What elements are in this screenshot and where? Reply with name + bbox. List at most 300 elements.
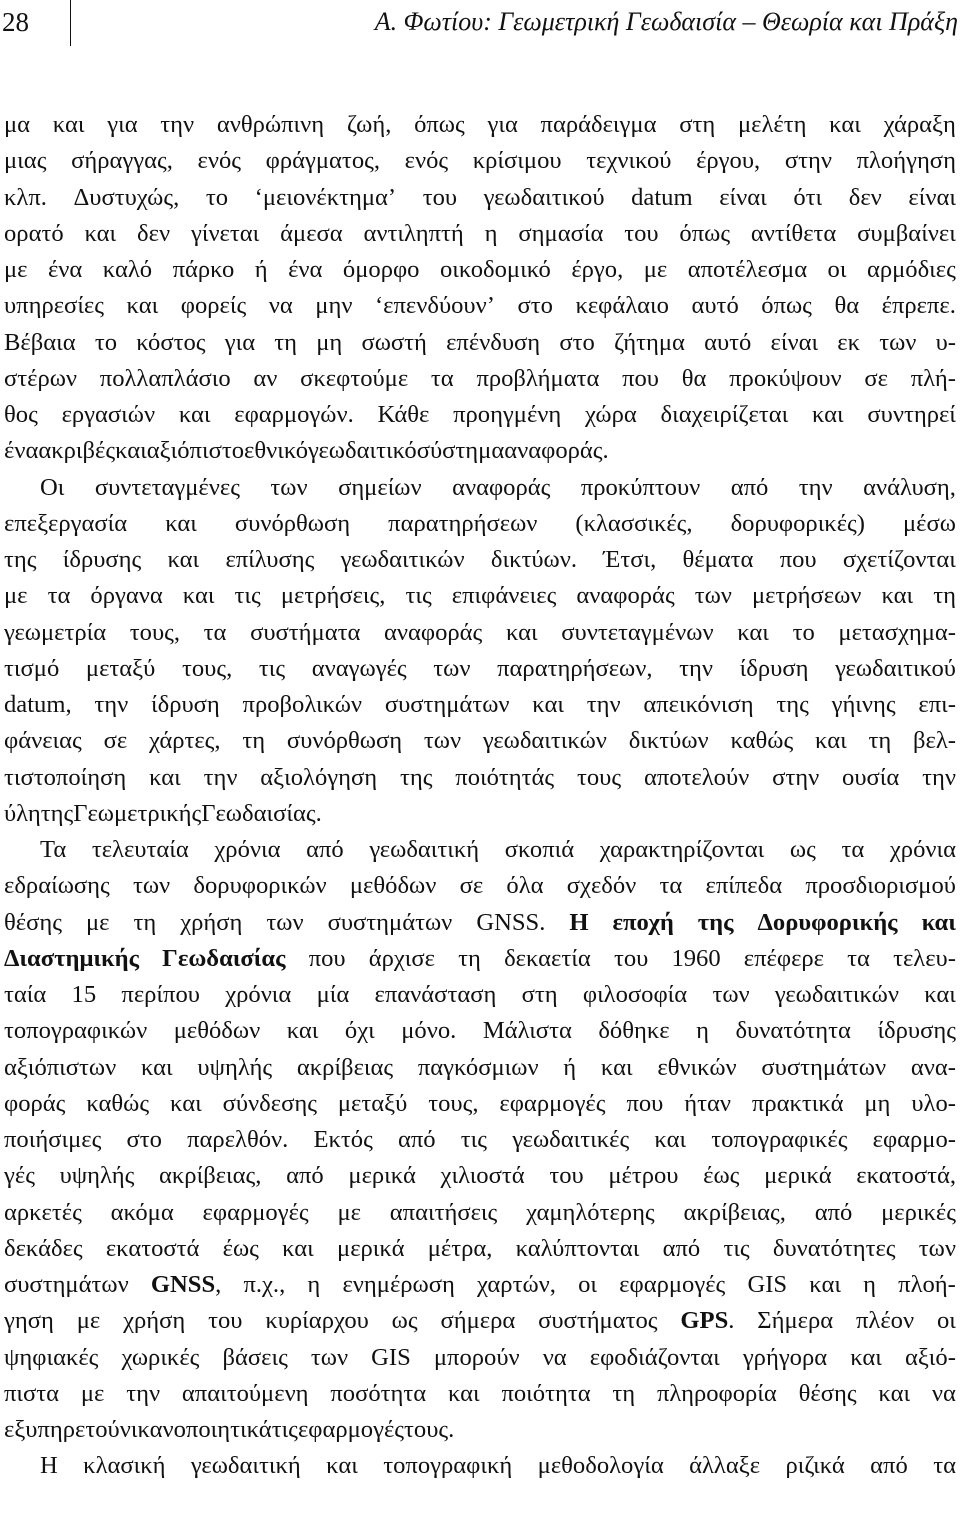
word: ίδρυση	[739, 654, 809, 682]
word: Γεωδαισίας	[162, 944, 286, 972]
word: που	[308, 944, 346, 972]
word: του	[624, 219, 659, 247]
word: οι	[578, 1271, 597, 1298]
word: ικανοποιητικά	[130, 1416, 272, 1443]
word: πολλαπλάσιο	[99, 364, 231, 392]
word: του	[422, 183, 458, 211]
word: όπως	[414, 111, 465, 138]
word: συνόρθωση	[234, 509, 351, 537]
word: του	[613, 944, 649, 972]
word: συστήματος	[538, 1307, 658, 1335]
word: στη	[679, 111, 716, 138]
word: χώρα	[585, 401, 637, 428]
word: υ-	[935, 328, 956, 356]
word: αξιόπιστων	[4, 1053, 117, 1081]
word: ή	[254, 256, 268, 283]
word: της	[399, 763, 433, 791]
word: που	[626, 1089, 664, 1117]
word: ίδρυσης	[877, 1017, 956, 1045]
word: Τα	[40, 836, 67, 863]
word: συντεταγμένες	[94, 473, 240, 501]
word: και	[140, 1053, 173, 1081]
word: θέματα	[682, 546, 754, 573]
word: συμβαίνει	[857, 219, 956, 247]
body-line	[4, 433, 956, 469]
word: τις	[258, 654, 286, 682]
word: και	[282, 1234, 314, 1262]
word: δικτύων	[628, 727, 709, 755]
word: datum,	[4, 691, 72, 718]
word: τελευταία	[91, 836, 189, 863]
body-line	[4, 723, 956, 759]
word: είναι	[719, 183, 767, 211]
word: συνόρθωση	[286, 727, 403, 755]
word: ‘μειονέκτημα’	[254, 183, 397, 211]
word: γεωδαιτικών	[340, 546, 465, 573]
word: Η	[40, 1452, 58, 1480]
word: 15	[71, 981, 97, 1008]
word: να	[542, 1343, 567, 1371]
body-line	[4, 1122, 956, 1158]
word: χαρτών,	[477, 1271, 556, 1298]
word: δορυφορικών	[193, 872, 327, 900]
word: φιλοσοφία	[582, 981, 688, 1008]
word: υλο-	[911, 1089, 956, 1117]
word: μιας	[4, 147, 47, 175]
word: εθνικό	[244, 437, 309, 465]
word: η	[863, 1271, 876, 1298]
word: και	[809, 1271, 841, 1298]
word: χρόνια	[225, 981, 292, 1008]
word: δικτύων.	[490, 546, 577, 573]
word: π.χ.,	[243, 1271, 286, 1298]
word: τα	[847, 944, 870, 972]
word: τα	[659, 872, 683, 900]
word: ίδρυσης	[62, 546, 142, 573]
word: πάρκο	[172, 256, 235, 283]
word: Διαστημικής	[4, 944, 140, 972]
word: επίλυσης	[225, 546, 315, 573]
word: της	[40, 799, 74, 827]
word: προβολικών	[242, 691, 363, 718]
word: θος	[4, 401, 38, 428]
word: άμεσα	[280, 219, 343, 247]
word: εθνικών	[657, 1053, 737, 1081]
word: υπηρεσίες	[4, 292, 104, 320]
word: γεωδαιτικού	[483, 183, 605, 211]
word: Δυστυχώς,	[73, 183, 180, 211]
word: τοπογραφικές	[711, 1126, 848, 1153]
word: αποτέλεσμα	[687, 256, 808, 283]
word: και	[326, 1452, 358, 1480]
word: την	[798, 473, 833, 501]
word: των	[270, 473, 308, 501]
word: τις	[460, 1126, 488, 1153]
word: επέφερε	[743, 944, 824, 972]
body-text	[4, 107, 956, 1485]
word: και	[811, 401, 844, 428]
word: των	[879, 328, 917, 356]
body-line	[4, 506, 956, 542]
word: μα	[4, 111, 31, 138]
word: ως	[391, 1307, 418, 1335]
word: παράδειγμα	[540, 111, 657, 138]
word: εποχή	[612, 908, 674, 936]
word: Σήμερα	[757, 1307, 834, 1335]
word: όπως	[679, 219, 731, 247]
page-number: 28	[2, 7, 29, 37]
word: την	[922, 763, 956, 791]
word: ανθρώπινη	[216, 111, 325, 138]
word: φοράς	[4, 1089, 66, 1117]
word: μέτρου	[608, 1162, 679, 1190]
word: έπρεπε.	[881, 292, 956, 320]
word: μερικές	[881, 1198, 956, 1226]
word: πλοή-	[898, 1271, 956, 1298]
word: μην	[315, 292, 353, 320]
word: τους.	[404, 1416, 455, 1443]
word: φορείς	[180, 292, 247, 320]
word: τεχνικού	[586, 147, 672, 175]
word: σχετίζονται	[842, 546, 956, 573]
word: συστήματα	[250, 618, 361, 646]
word: γές	[4, 1162, 35, 1190]
word: και	[149, 763, 181, 791]
word: όπως	[761, 292, 812, 320]
word: μπορούν	[433, 1343, 520, 1371]
word: εφαρμογές	[619, 1271, 726, 1298]
word: δεκαετία	[504, 944, 591, 972]
body-line	[4, 1340, 956, 1376]
word: και	[286, 1017, 319, 1045]
word: δόθηκε	[598, 1017, 670, 1045]
word: είναι	[908, 183, 956, 211]
word: γεωδαιτικό	[308, 437, 417, 465]
body-line	[4, 542, 956, 578]
word: και	[921, 908, 956, 936]
word: προβλήματα	[476, 364, 600, 392]
word: επένδυση	[446, 328, 541, 356]
word: το	[205, 183, 229, 211]
word: στο	[126, 1126, 162, 1153]
word: εφαρμο-	[872, 1126, 956, 1153]
body-line	[4, 180, 956, 216]
word: τη	[612, 1379, 636, 1407]
word: του	[549, 1162, 584, 1190]
word: βελ-	[913, 727, 956, 755]
word: όμορφο	[342, 256, 420, 283]
word: είναι	[770, 328, 819, 356]
word: αξιόπιστο	[146, 437, 245, 465]
word: ίδρυση	[151, 691, 220, 718]
word: καθώς	[730, 727, 794, 755]
word: και	[654, 1126, 687, 1153]
word: μη	[316, 328, 343, 356]
word: και	[878, 1379, 911, 1407]
word: από	[730, 473, 769, 501]
word: αναφοράς	[576, 582, 675, 610]
word: και	[850, 1343, 882, 1371]
word: ποιότητα	[501, 1379, 591, 1407]
word: από	[662, 1234, 701, 1262]
word: γεωδαιτική	[190, 1452, 301, 1480]
word: φάνειας	[4, 727, 82, 755]
word: ορατό	[4, 219, 64, 247]
word: την	[586, 691, 621, 718]
word: σύνδεσης	[222, 1089, 317, 1117]
word: ενός	[197, 147, 241, 175]
word: Γεωμετρικής	[73, 799, 202, 827]
word: να	[931, 1379, 956, 1407]
word: έργου,	[696, 147, 761, 175]
word: της	[776, 691, 809, 718]
word: ήταν	[684, 1089, 731, 1117]
word: απεικόνιση	[643, 691, 754, 718]
word: τις	[405, 582, 432, 610]
word: χάραξη	[883, 111, 956, 138]
word: στο	[517, 292, 553, 320]
word: GNSS.	[476, 908, 546, 936]
word: την	[94, 691, 129, 718]
word: τα	[203, 618, 227, 646]
word: επι-	[918, 691, 956, 718]
word: προκύψουν	[729, 364, 842, 392]
body-line	[4, 470, 956, 506]
word: και	[167, 546, 200, 573]
word: μεθοδολογία	[537, 1452, 664, 1480]
word: ταία	[4, 981, 47, 1008]
word: παρατηρήσεων	[388, 509, 538, 537]
word: επιφάνειες	[451, 582, 557, 610]
word: GPS.	[680, 1307, 735, 1335]
word: για	[107, 111, 138, 138]
word: παρελθόν.	[187, 1126, 289, 1153]
word: Βέβαια	[4, 328, 76, 356]
word: υψηλής	[197, 1053, 273, 1081]
word: έως	[222, 1234, 259, 1262]
word: και	[182, 582, 215, 610]
body-line	[4, 216, 956, 252]
word: ακριβές	[38, 437, 116, 465]
word: Κάθε	[377, 401, 430, 428]
word: αρμόδιες	[866, 256, 956, 283]
word: τη	[274, 328, 298, 356]
word: και	[924, 981, 956, 1008]
word: επεξεργασία	[4, 509, 128, 537]
body-line	[4, 615, 956, 651]
word: ζωή,	[346, 111, 392, 138]
body-line	[4, 1448, 956, 1484]
word: την	[203, 763, 238, 791]
word: αναφοράς.	[504, 437, 609, 465]
body-line	[4, 977, 956, 1013]
body-line	[4, 107, 956, 143]
word: ένα	[4, 437, 39, 465]
word: σε	[103, 727, 128, 755]
word: ακόμα	[110, 1198, 174, 1226]
word: των	[423, 727, 462, 755]
word: το	[94, 328, 118, 356]
word: οικοδομικό	[439, 256, 551, 283]
word: σε	[864, 364, 888, 392]
word: εδραίωσης	[4, 872, 110, 900]
word: και	[737, 618, 769, 646]
body-line	[4, 796, 956, 832]
word: βάσεις	[222, 1343, 288, 1371]
word: χρόνια	[889, 836, 956, 863]
word: από	[286, 1162, 324, 1190]
word: Δορυφορικής	[757, 908, 898, 936]
word: άλλαξε	[689, 1452, 761, 1480]
word: ή	[563, 1053, 577, 1081]
word: και	[52, 111, 85, 138]
word: πρακτικά	[751, 1089, 844, 1117]
word: μεθόδων	[349, 872, 437, 900]
word: την	[160, 111, 195, 138]
word: των	[712, 981, 750, 1008]
word: και	[126, 292, 159, 320]
word: γεωδαιτική	[369, 836, 480, 863]
word: μέτρα,	[427, 1234, 493, 1262]
word: η	[484, 219, 498, 247]
word: προσδιορισμού	[805, 872, 956, 900]
word: χαμηλότερης	[526, 1198, 655, 1226]
body-line	[4, 1086, 956, 1122]
word: θα	[834, 292, 860, 320]
word: μετρήσεις,	[280, 582, 386, 610]
word: σημασία	[518, 219, 604, 247]
word: τη	[242, 727, 266, 755]
body-line	[4, 288, 956, 324]
word: χρήση	[180, 908, 243, 936]
word: και	[165, 509, 197, 537]
word: και	[115, 437, 147, 465]
word: τοπογραφικών	[4, 1017, 148, 1045]
word: οι	[936, 1307, 956, 1335]
word: ένα	[47, 256, 83, 283]
word: αυτό	[691, 292, 739, 320]
word: δεκάδες	[4, 1234, 83, 1262]
word: μετασχημα-	[838, 618, 956, 646]
word: με	[337, 1198, 361, 1226]
word: απαιτήσεις	[389, 1198, 498, 1226]
word: επανάσταση	[374, 981, 497, 1008]
word: προηγμένη	[453, 401, 562, 428]
word: παγκόσμιων	[417, 1053, 539, 1081]
word: ακρίβειας	[296, 1053, 394, 1081]
word: πλοήγηση	[856, 147, 956, 175]
word: πληροφορία	[656, 1379, 777, 1407]
word: ύλη	[4, 799, 41, 827]
body-line	[4, 325, 956, 361]
word: γίνεται	[190, 219, 260, 247]
word: η	[696, 1017, 709, 1045]
word: καλύπτονται	[515, 1234, 640, 1262]
word: τισμό	[4, 654, 60, 682]
word: εφοδιάζονται	[589, 1343, 720, 1371]
word: Εκτός	[313, 1126, 373, 1153]
word: ενημέρωση	[342, 1271, 455, 1298]
word: εκατοστά	[105, 1234, 200, 1262]
word: ριζικά	[785, 1452, 845, 1480]
word: κεφάλαιο	[575, 292, 669, 320]
word: όχι	[344, 1017, 375, 1045]
word: μερικά	[348, 1162, 416, 1190]
word: θέσης	[4, 908, 62, 936]
word: μη	[864, 1089, 891, 1117]
word: μεθόδων	[173, 1017, 261, 1045]
word: ποιότητάς	[455, 763, 555, 791]
word: ενός	[404, 147, 449, 175]
word: τα	[47, 582, 71, 610]
word: αν	[253, 364, 278, 392]
word: ένα	[288, 256, 323, 283]
word: στέρων	[4, 364, 78, 392]
body-line	[4, 832, 956, 868]
word: θα	[681, 364, 707, 392]
body-line	[4, 1050, 956, 1086]
word: συντηρεί	[867, 401, 956, 428]
word: μόνο.	[401, 1017, 457, 1045]
word: της	[697, 908, 734, 936]
body-line	[4, 905, 956, 941]
word: και	[600, 1053, 633, 1081]
word: της	[4, 546, 37, 573]
word: πλέον	[856, 1307, 915, 1335]
word: μία	[316, 981, 350, 1008]
word: με	[76, 1307, 101, 1335]
word: σημείων	[338, 473, 422, 501]
body-line	[4, 1267, 956, 1303]
word: ανα-	[910, 1053, 956, 1081]
word: των	[310, 1343, 349, 1371]
word: έργο,	[571, 256, 624, 283]
word: των	[694, 582, 732, 610]
word: Μάλιστα	[482, 1017, 572, 1045]
word: υψηλής	[59, 1162, 135, 1190]
word: χαρακτηρίζονται	[599, 836, 765, 863]
word: όλα	[506, 872, 544, 900]
word: τους,	[428, 1089, 479, 1117]
word: τα	[430, 364, 454, 392]
word: σε	[459, 872, 484, 900]
word: τη	[868, 727, 892, 755]
word: τις	[723, 1234, 750, 1262]
word: και	[881, 582, 914, 610]
body-line	[4, 760, 956, 796]
word: ανάλυση,	[863, 473, 956, 501]
word: στο	[559, 328, 595, 356]
word: ζήτημα	[614, 328, 685, 356]
header-divider	[70, 0, 71, 46]
word: όργανα	[90, 582, 163, 610]
word: η	[307, 1271, 321, 1298]
word: σκεφτούμε	[300, 364, 409, 392]
word: αντιληπτή	[363, 219, 464, 247]
word: εκατοστά,	[856, 1162, 956, 1190]
word: σήμερα	[440, 1307, 516, 1335]
word: χωρικές	[121, 1343, 200, 1371]
word: άρχισε	[368, 944, 436, 972]
word: στη	[521, 981, 558, 1008]
body-line	[4, 1231, 956, 1267]
body-line	[4, 868, 956, 904]
word: ποιήσιμες	[4, 1126, 102, 1153]
word: καλό	[102, 256, 153, 283]
word: δυνατότητες	[772, 1234, 896, 1262]
word: επίπεδα	[705, 872, 783, 900]
word: ποσότητα	[330, 1379, 427, 1407]
